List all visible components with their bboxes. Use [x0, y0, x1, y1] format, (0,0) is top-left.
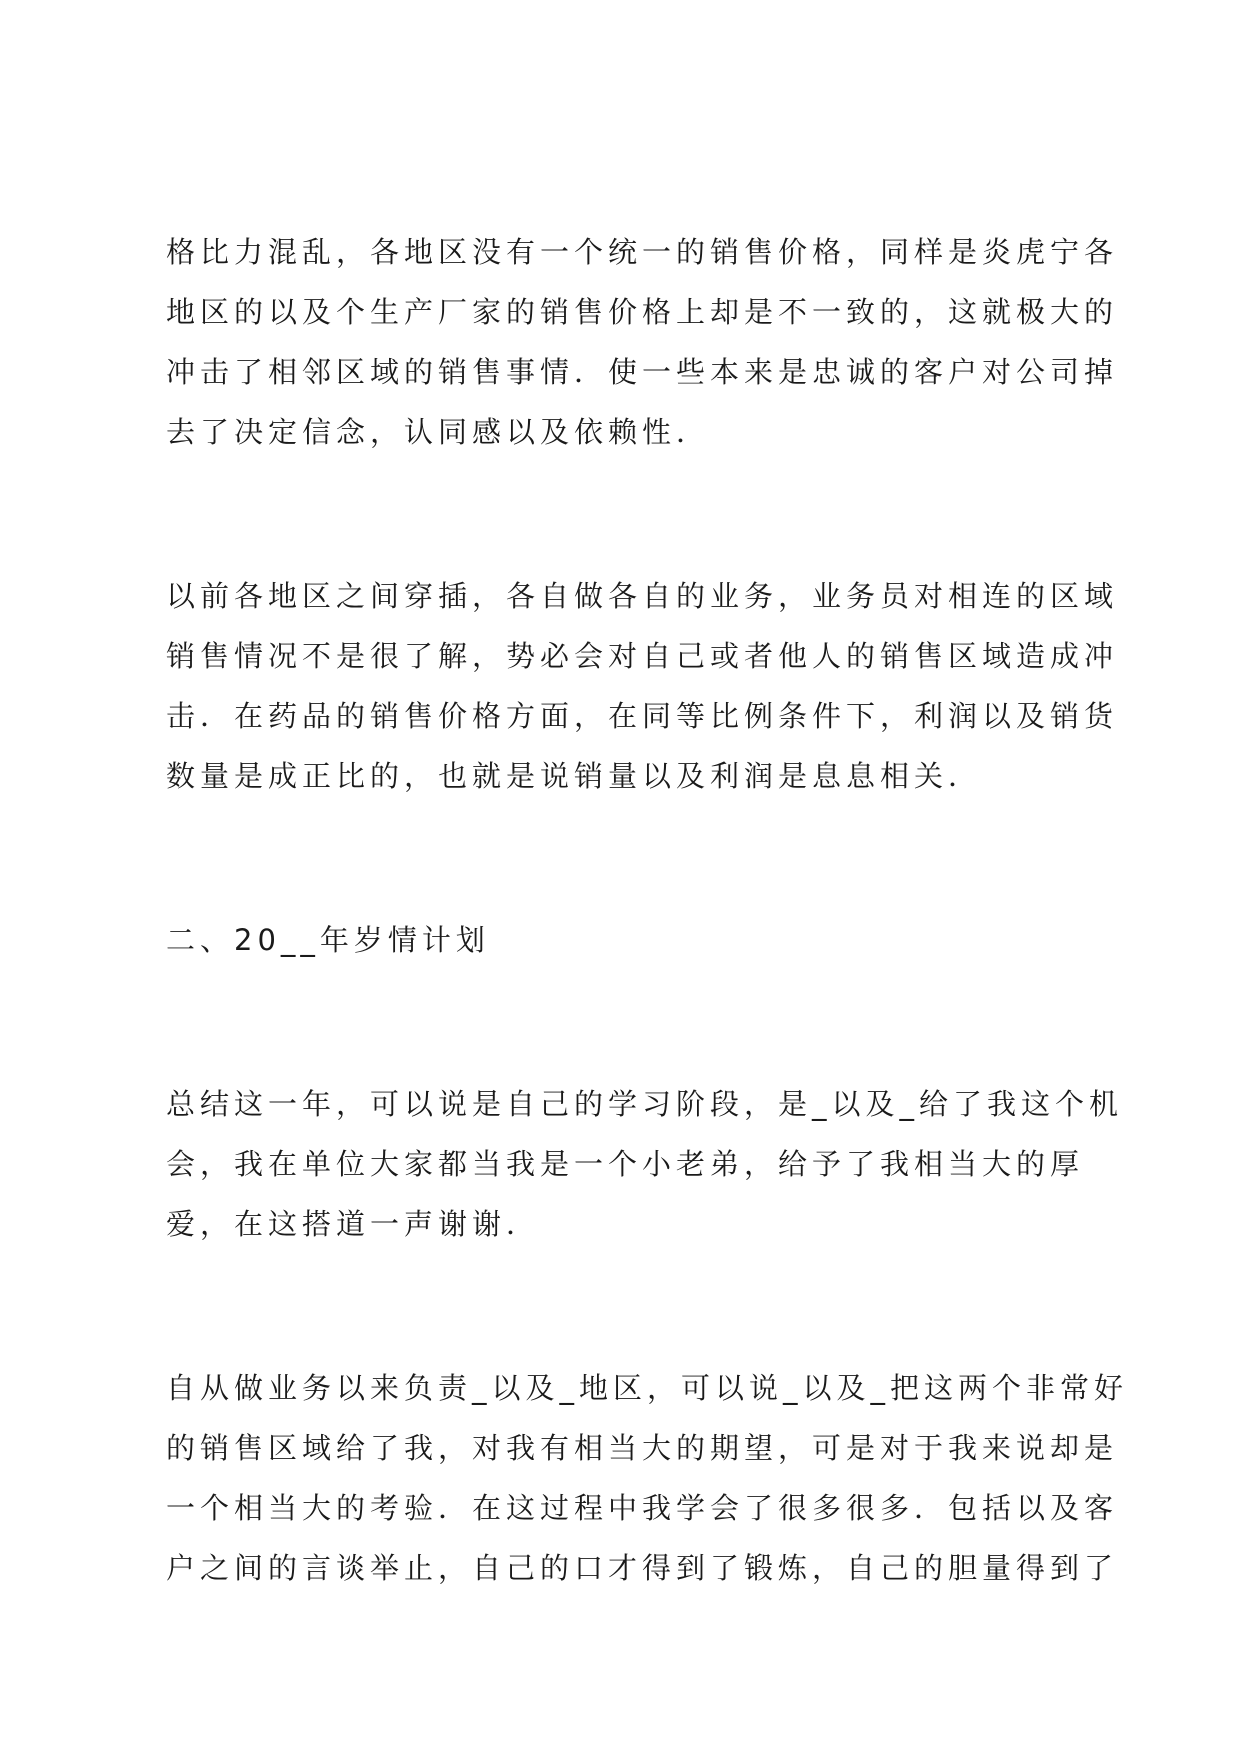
text-line: 的销售区域给了我，对我有相当大的期望，可是对于我来说却是 [166, 1431, 1119, 1465]
text-line: 总结这一年，可以说是自己的学习阶段，是_以及_给了我这个机 [166, 1087, 1124, 1121]
paragraph [166, 1358, 1129, 1598]
paragraph [166, 566, 1119, 806]
paragraph [166, 222, 1119, 462]
text-line: 地区的以及个生产厂家的销售价格上却是不一致的，这就极大的 [166, 295, 1119, 329]
document-body [166, 222, 1129, 1598]
text-line: 销售情况不是很了解，势必会对自己或者他人的销售区域造成冲 [166, 639, 1119, 673]
text-line: 会，我在单位大家都当我是一个小老弟，给予了我相当大的厚 [166, 1147, 1085, 1181]
text-line: 冲击了相邻区域的销售事情．使一些本来是忠诚的客户对公司掉 [166, 355, 1119, 389]
text-line: 一个相当大的考验．在这过程中我学会了很多很多．包括以及客 [166, 1491, 1119, 1525]
paragraph-spacer [166, 1254, 1096, 1358]
text-line: 数量是成正比的，也就是说销量以及利润是息息相关． [166, 759, 983, 793]
section-heading [166, 910, 1096, 970]
paragraph-spacer [166, 462, 1096, 566]
paragraph-spacer [166, 806, 1096, 910]
text-line: 格比力混乱，各地区没有一个统一的销售价格，同样是炎虎宁各 [166, 235, 1119, 269]
text-line: 以前各地区之间穿插，各自做各自的业务，业务员对相连的区域 [166, 579, 1119, 613]
text-line: 爱，在这搭道一声谢谢． [166, 1207, 541, 1241]
paragraph [166, 1074, 1124, 1254]
text-line: 户之间的言谈举止，自己的口才得到了锻炼，自己的胆量得到了 [166, 1551, 1119, 1585]
text-line: 去了决定信念，认同感以及依赖性． [166, 415, 711, 449]
text-line: 击．在药品的销售价格方面，在同等比例条件下，利润以及销货 [166, 699, 1119, 733]
text-line: 自从做业务以来负责_以及_地区，可以说_以及_把这两个非常好 [166, 1371, 1129, 1405]
paragraph-spacer [166, 970, 1096, 1074]
heading-line: 二、20__年岁情计划 [166, 923, 490, 957]
